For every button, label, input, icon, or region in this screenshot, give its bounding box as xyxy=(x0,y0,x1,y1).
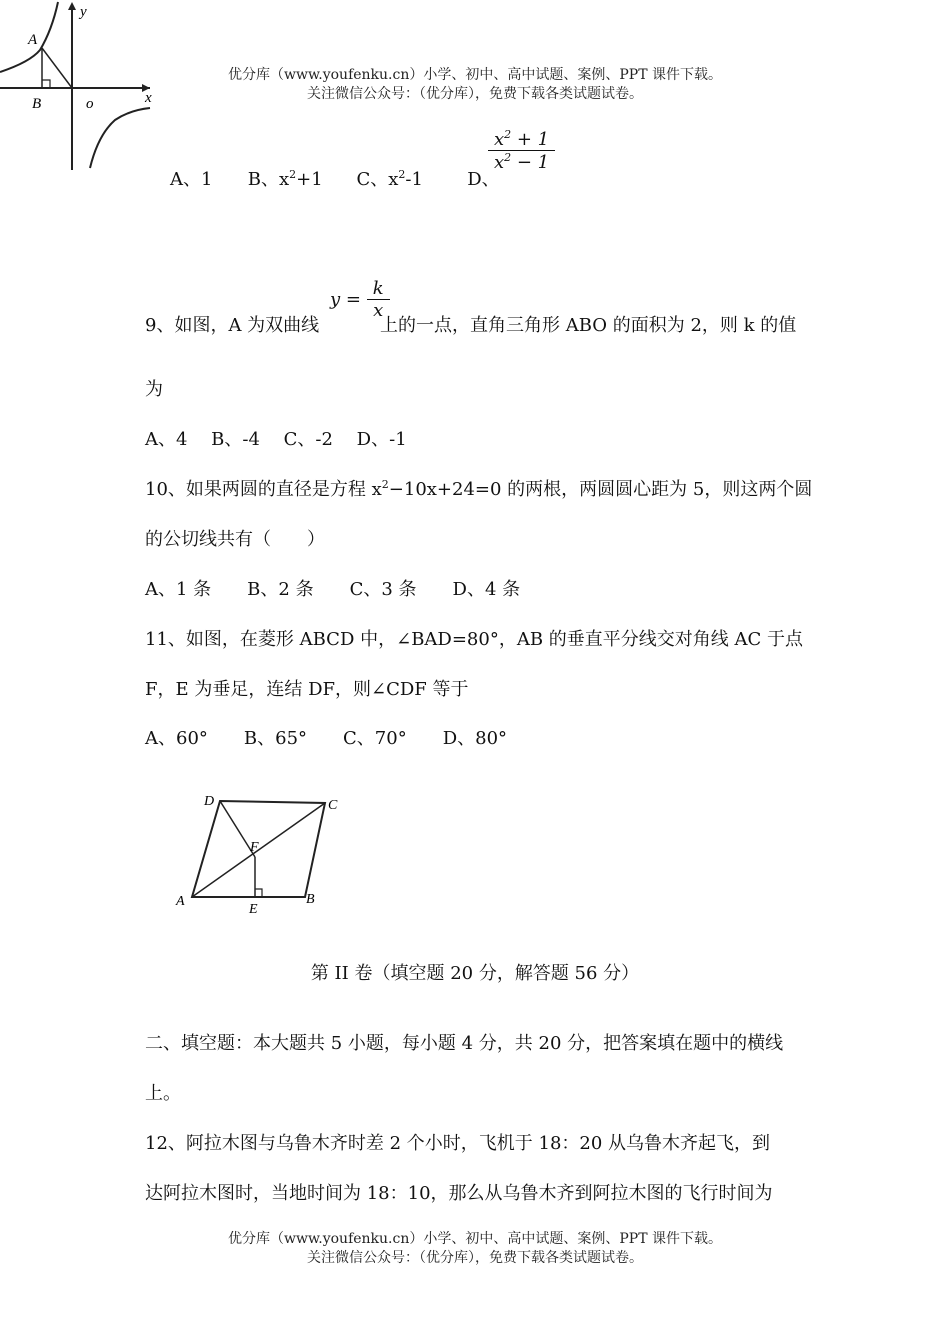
q11-line-1: 11、如图，在菱形 ABCD 中，∠BAD=80°，AB 的垂直平分线交对角线 AC 于点 xyxy=(145,629,803,650)
q11-line-2: F，E 为垂足，连结 DF，则∠CDF 等于 xyxy=(145,679,469,700)
label-o: o xyxy=(86,96,94,112)
section-2-intro-line-1: 二、填空题：本大题共 5 小题，每小题 4 分，共 20 分，把答案填在题中的横线 xyxy=(145,1033,784,1054)
footer-line-1: 优分库（www.youfenku.cn）小学、初中、高中试题、案例、PPT 课件下载。 xyxy=(227,1231,722,1247)
label-F: F xyxy=(250,840,259,855)
q8-option-c-suffix: -1 xyxy=(405,169,423,190)
q10-text-prefix: 10、如果两圆的直径是方程 x xyxy=(145,479,382,500)
label-D: D xyxy=(204,794,215,809)
right-angle-mark-E xyxy=(255,889,262,897)
header-line-2: 关注微信公众号：（优分库），免费下载各类试题试卷。 xyxy=(307,86,643,102)
q12-line-1: 12、阿拉木图与乌鲁木齐时差 2 个小时，飞机于 18：20 从乌鲁木齐起飞，到 xyxy=(145,1133,771,1154)
q9-cont: 为 xyxy=(145,379,163,400)
label-y: y xyxy=(80,4,87,20)
q8-option-b-base: B、x xyxy=(247,169,290,190)
q9-text-after: 上的一点，直角三角形 ABO 的面积为 2，则 k 的值 xyxy=(380,315,797,336)
q12-line-2: 达阿拉木图时，当地时间为 18：10，那么从乌鲁木齐到阿拉木图的飞行时间为 xyxy=(145,1183,773,1204)
q8-frac-num-exp: 2 xyxy=(504,128,512,141)
q8-option-b-exp: 2 xyxy=(289,168,297,181)
q8-option-c-base: C、x xyxy=(356,169,399,190)
section-2-intro-line-2: 上。 xyxy=(145,1083,181,1104)
q9-eq-lhs: y = xyxy=(330,289,361,310)
label-B: B xyxy=(32,96,42,112)
q8-option-c xyxy=(356,165,461,191)
footer-line-2: 关注微信公众号：（优分库），免费下载各类试题试卷。 xyxy=(307,1250,643,1266)
q10-line-2: 的公切线共有（ ） xyxy=(145,529,325,550)
q9-options: A、4 B、-4 C、-2 D、-1 xyxy=(145,429,407,450)
q10-line-1 xyxy=(145,475,812,501)
q8-frac-den-base: x xyxy=(494,152,505,173)
label-E: E xyxy=(249,902,258,915)
q8-frac-numerator xyxy=(488,128,555,150)
label-A: A xyxy=(28,32,38,48)
q8-frac-num-base: x xyxy=(494,129,505,150)
q8-option-a: A、1 xyxy=(170,169,213,190)
y-axis-arrow xyxy=(68,2,76,10)
hyperbola-branch-right xyxy=(90,108,150,168)
q9-text-before: 9、如图，A 为双曲线 xyxy=(145,315,320,336)
q8-option-b xyxy=(248,165,351,191)
q8-options xyxy=(170,165,500,191)
q10-options: A、1 条 B、2 条 C、3 条 D、4 条 xyxy=(145,579,521,600)
label-x: x xyxy=(145,90,152,106)
q9-frac-den: x xyxy=(367,299,390,321)
q9-frac-num: k xyxy=(372,278,384,299)
q8-frac-den-exp: 2 xyxy=(504,151,512,164)
rhombus-figure xyxy=(170,785,350,915)
q8-frac-denominator xyxy=(488,150,555,173)
q10-text-exp: 2 xyxy=(381,478,389,491)
label-C: C xyxy=(328,798,338,813)
header-line-1: 优分库（www.youfenku.cn）小学、初中、高中试题、案例、PPT 课件下载。 xyxy=(227,67,722,83)
q10-text-suffix: −10x+24=0 的两根，两圆圆心距为 5，则这两个圆 xyxy=(388,479,813,500)
q8-frac-num-rest: + 1 xyxy=(511,129,550,150)
q8-option-d-fraction xyxy=(488,128,555,173)
section-2-title: 第 II 卷（填空题 20 分，解答题 56 分） xyxy=(310,963,640,984)
label-A: A xyxy=(176,894,185,909)
q8-frac-den-rest: − 1 xyxy=(511,152,550,173)
q11-options: A、60° B、65° C、70° D、80° xyxy=(145,728,508,749)
q8-option-d: D、 xyxy=(467,169,500,190)
label-B: B xyxy=(306,892,315,907)
q8-option-b-suffix: +1 xyxy=(296,169,323,190)
q8-option-c-exp: 2 xyxy=(398,168,406,181)
